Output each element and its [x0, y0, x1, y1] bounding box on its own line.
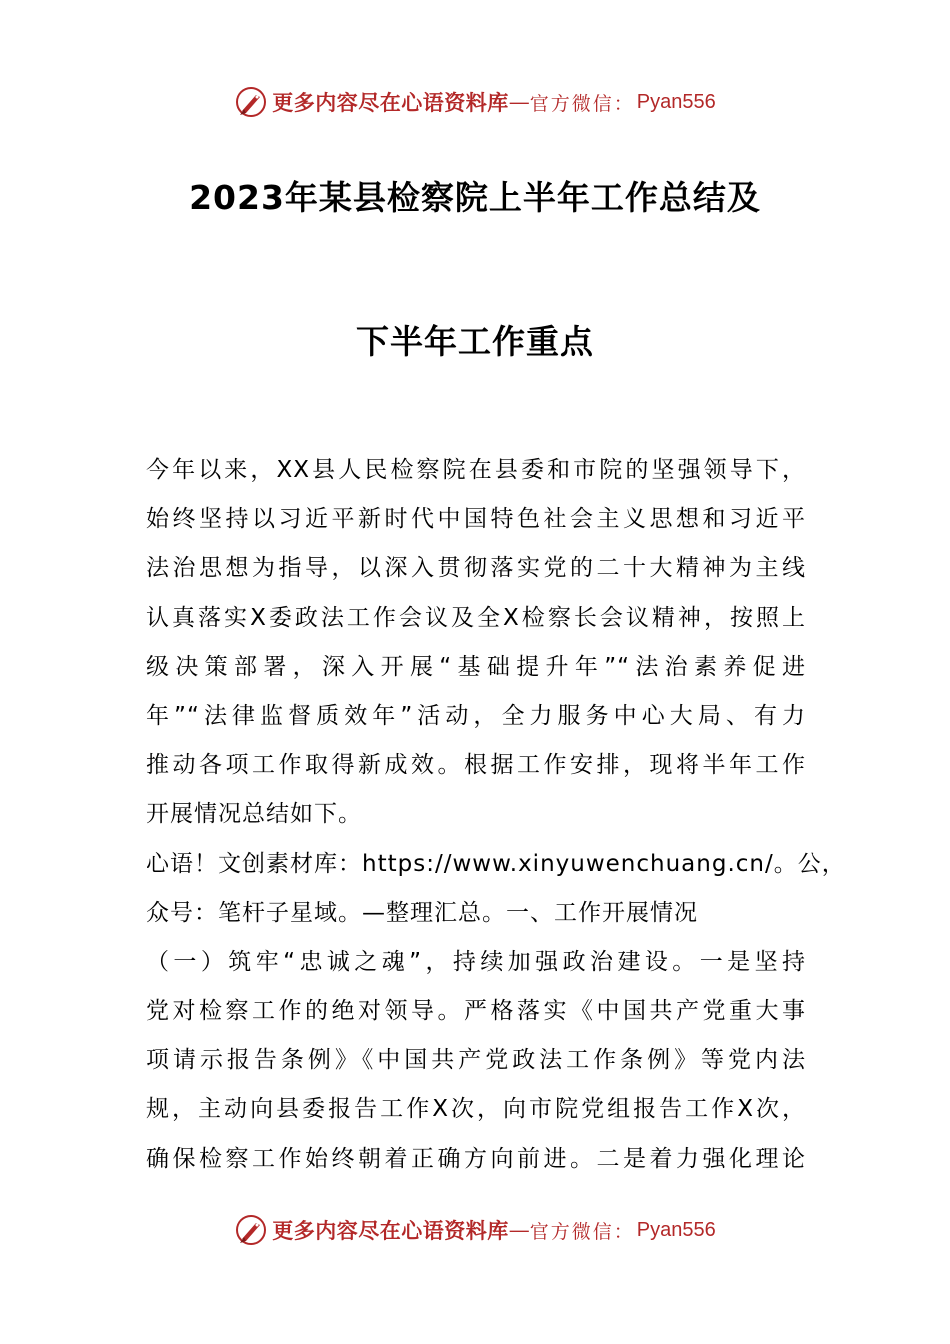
watermark-wechat-label: 官方微信： — [529, 92, 635, 115]
watermark-wechat-id: Pyan556 — [636, 1218, 716, 1241]
watermark-banner-bottom — [0, 1208, 950, 1252]
body-line: 规，主动向县委报告工作X次，向市院党组报告工作X次， — [146, 1096, 806, 1123]
watermark-brand-text: 更多内容尽在心语资料库 — [272, 1218, 509, 1243]
watermark-dash: — — [508, 1218, 530, 1242]
body-line: 项请示报告条例》《中国共产党政法工作条例》等党内法 — [146, 1047, 806, 1074]
watermark-banner-top — [0, 80, 950, 124]
pen-nib-logo-icon — [234, 85, 268, 119]
body-line: 认真落实X委政法工作会议及全X检察长会议精神，按照上 — [146, 604, 806, 631]
watermark-wechat-id: Pyan556 — [636, 90, 716, 113]
document-title-line-1: 2023年某县检察院上半年工作总结及 — [189, 178, 761, 217]
watermark-dash: — — [508, 90, 530, 114]
watermark-brand-text: 更多内容尽在心语资料库 — [272, 90, 509, 115]
body-line: 推动各项工作取得新成效。根据工作安排，现将半年工作 — [146, 752, 806, 779]
body-line: 级决策部署，深入开展“基础提升年”“法治素养促进 — [146, 653, 806, 680]
body-line: （一）筑牢“忠诚之魂”，持续加强政治建设。一是坚持 — [146, 948, 806, 975]
body-line: 年”“法律监督质效年”活动，全力服务中心大局、有力 — [146, 702, 806, 729]
body-line: 今年以来，XX县人民检察院在县委和市院的坚强领导下， — [146, 457, 806, 483]
body-line: 始终坚持以习近平新时代中国特色社会主义思想和习近平 — [146, 506, 806, 533]
document-title-line-2: 下半年工作重点 — [356, 322, 594, 361]
body-line: 众号：笔杆子星域。—整理汇总。一、工作开展情况 — [146, 899, 698, 926]
body-line: 确保检察工作始终朝着正确方向前进。二是着力强化理论 — [146, 1145, 806, 1172]
body-line: 党对检察工作的绝对领导。严格落实《中国共产党重大事 — [146, 998, 806, 1025]
watermark-wechat-label: 官方微信： — [529, 1220, 635, 1243]
document-body — [146, 446, 846, 1184]
body-line: 心语！文创素材库：https://www.xinyuwenchuang.cn/。公， — [146, 850, 846, 877]
body-line: 法治思想为指导，以深入贯彻落实党的二十大精神为主线 — [146, 555, 806, 582]
body-line: 开展情况总结如下。 — [146, 801, 362, 828]
pen-nib-logo-icon — [234, 1213, 268, 1247]
